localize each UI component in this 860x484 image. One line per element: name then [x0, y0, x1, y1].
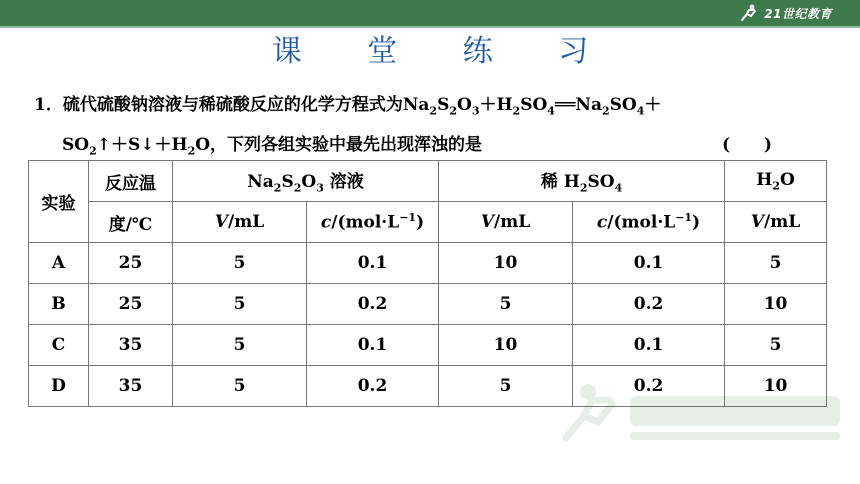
answer-blank[interactable]: ( ) — [722, 135, 773, 155]
cell-v1: 5 — [173, 284, 307, 325]
header-v3: V/mL — [725, 202, 827, 243]
cell-c2: 0.1 — [573, 325, 725, 366]
table-row — [29, 284, 827, 325]
cell-v1: 5 — [173, 366, 307, 407]
equation-lhs: $Na_2S_2O_3+H_2SO_4══Na_2SO_4+$ — [402, 95, 662, 118]
header-na2s2o3: $Na_2S_2O_3$ 溶液 — [173, 161, 439, 202]
header-temp-1: 反应温 — [89, 161, 173, 202]
cell-v1: 5 — [173, 243, 307, 284]
cell-v2: 5 — [439, 284, 573, 325]
table-row — [29, 325, 827, 366]
header-h2so4: 稀 $H_2SO_4$ — [439, 161, 725, 202]
header-temp-2: 度/℃ — [89, 202, 173, 243]
question-tail: ，下列各组实验中最先出现浑浊的是 — [210, 135, 483, 155]
cell-c2: 0.1 — [573, 243, 725, 284]
header-bar — [0, 0, 860, 26]
cell-v2: 10 — [439, 325, 573, 366]
brand-logo — [738, 3, 832, 23]
cell-v1: 5 — [173, 325, 307, 366]
cell-temp: 25 — [89, 243, 173, 284]
header-experiment: 实验 — [29, 161, 89, 243]
cell-exp: C — [29, 325, 89, 366]
cell-c1: 0.2 — [307, 284, 439, 325]
cell-v3: 5 — [725, 325, 827, 366]
cell-temp: 35 — [89, 325, 173, 366]
cell-v3: 10 — [725, 284, 827, 325]
header-c1: $c/(mol\cdot L^{-1})$ — [307, 202, 439, 243]
cell-v2: 5 — [439, 366, 573, 407]
cell-temp: 35 — [89, 366, 173, 407]
runner-icon — [738, 4, 760, 22]
cell-c1: 0.2 — [307, 366, 439, 407]
experiment-table — [28, 160, 827, 407]
cell-exp: A — [29, 243, 89, 284]
cell-exp: D — [29, 366, 89, 407]
cell-c2: 0.2 — [573, 366, 725, 407]
question-number: 1． — [34, 95, 63, 115]
cell-temp: 25 — [89, 284, 173, 325]
cell-c2: 0.2 — [573, 284, 725, 325]
equation-rhs: $SO_2↑+S↓+H_2O$ — [62, 135, 211, 158]
question-line-2 — [62, 130, 482, 157]
logo-text: 21世纪教育 — [764, 6, 832, 21]
cell-c1: 0.1 — [307, 243, 439, 284]
table-header-row-2 — [29, 202, 827, 243]
question-line-1 — [34, 90, 661, 117]
cell-v3: 10 — [725, 366, 827, 407]
cell-exp: B — [29, 284, 89, 325]
cell-v3: 5 — [725, 243, 827, 284]
header-v1: V/mL — [173, 202, 307, 243]
table-header-row-1 — [29, 161, 827, 202]
page-title: 课 堂 练 习 — [271, 34, 617, 69]
header-h2o: $H_2O$ — [725, 161, 827, 202]
header-v2: V/mL — [439, 202, 573, 243]
cell-v2: 10 — [439, 243, 573, 284]
table-row — [29, 243, 827, 284]
cell-c1: 0.1 — [307, 325, 439, 366]
header-c2: $c/(mol\cdot L^{-1})$ — [573, 202, 725, 243]
watermark-logo — [560, 378, 850, 448]
question-intro: 硫代硫酸钠溶液与稀硫酸反应的化学方程式为 — [62, 95, 403, 115]
